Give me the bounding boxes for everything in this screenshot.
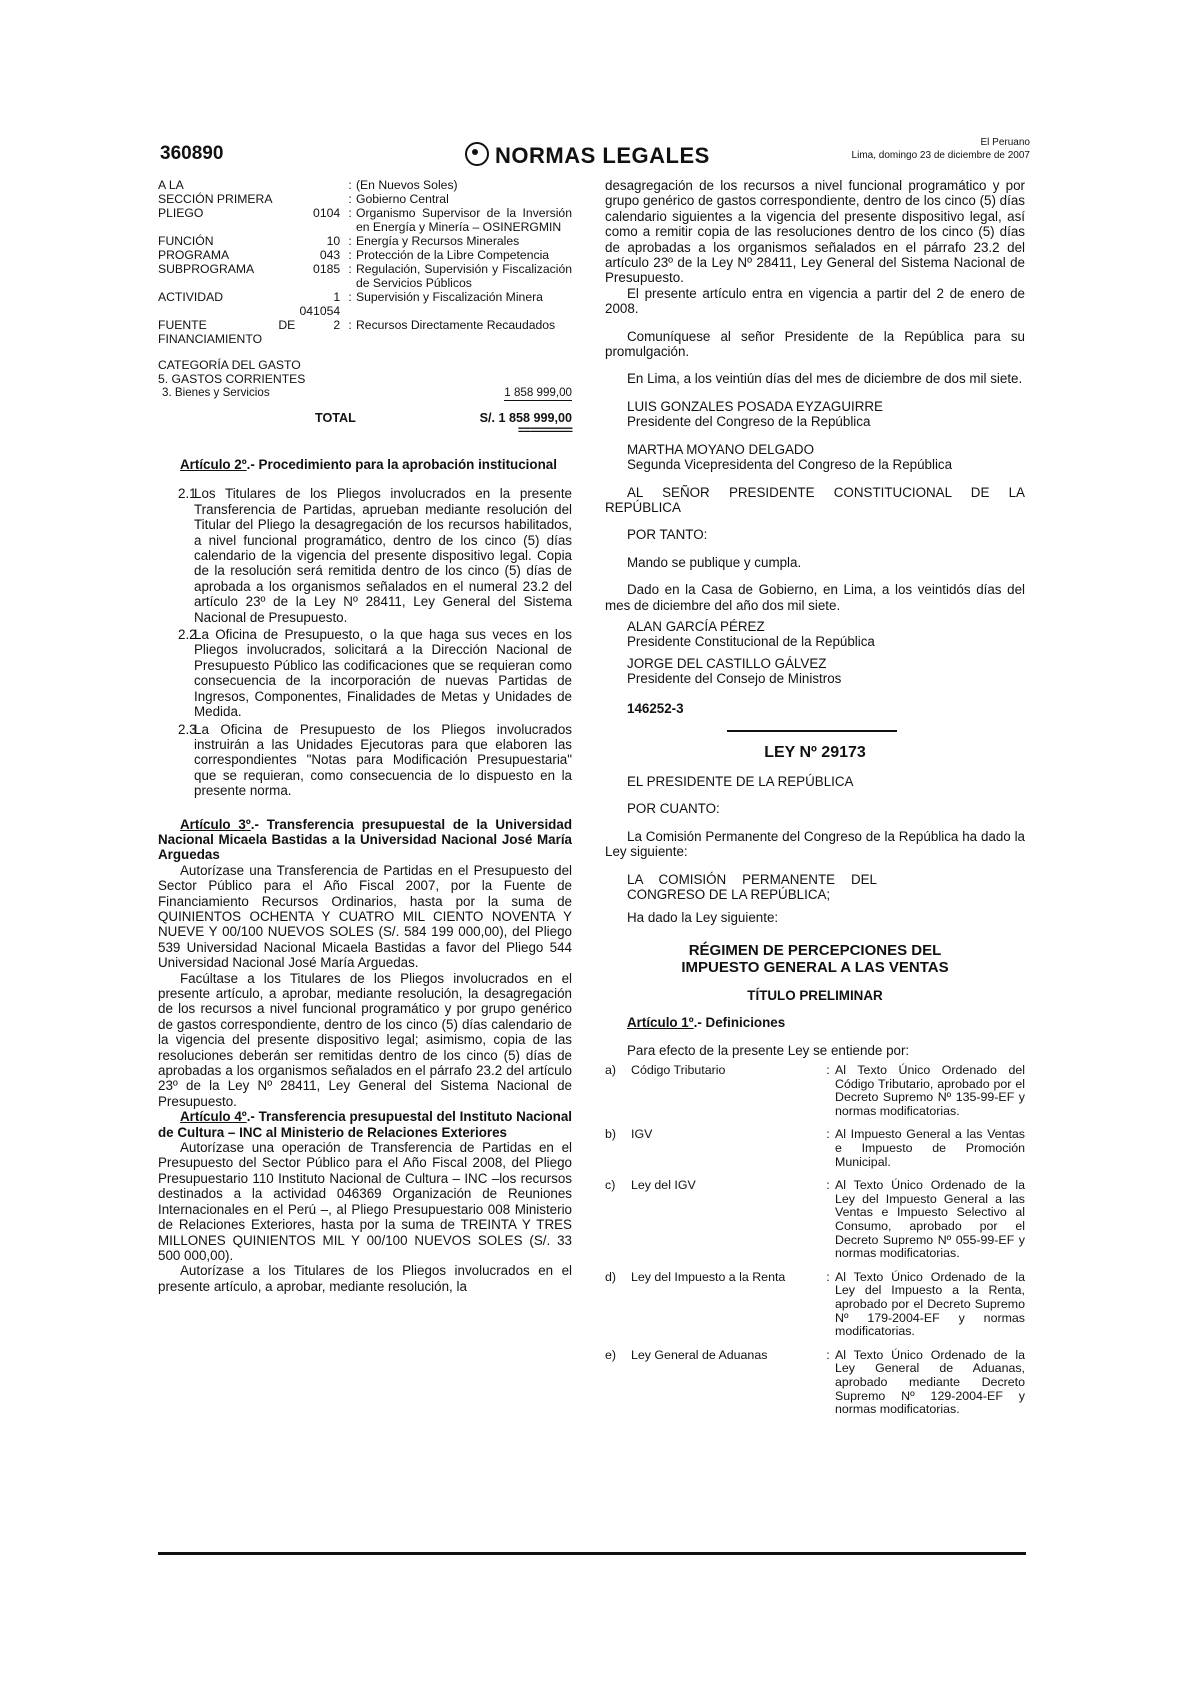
budget-sep: : [348,262,352,276]
definition-value: Al Texto Único Ordenado de la Ley del Impuesto General a las Ventas e Impuesto Selectivo al Consumo, aprobado por el Decreto Supremo Nº 055-99-EF y normas modificatorias. [835,1178,1025,1261]
por-tanto: POR TANTO: [627,527,708,543]
definition-letter: e) [605,1347,617,1362]
definition-letter: b) [605,1127,617,1142]
budget-sep: : [348,192,352,206]
budget-label: ACTIVIDAD [158,290,224,304]
definition-row [605,1064,1025,1128]
definitions-table [605,1064,1025,1427]
definition-term: Código Tributario [631,1063,726,1078]
art3-rest: .- Transferencia presupuestal de la Universidad Nacional Micaela Bastidas a la Universidad Nacional José María Arguedas [158,816,572,863]
gasto-category: CATEGORÍA DEL GASTO [158,358,301,372]
budget-sep: : [348,248,352,262]
left-column [158,178,572,1294]
reference-number: 146252-3 [627,700,684,716]
art3-title: Artículo 3º [180,816,251,832]
definition-value: Al Impuesto General a las Ventas e Impuesto de Promoción Municipal. [835,1127,1025,1169]
budget-label: FUENTE DE FINANCIAMIENTO [158,318,296,346]
budget-code: 1 041054 [299,290,341,318]
art4-paragraph-2: Autorízase a los Titulares de los Pliegos involucrados en el presente artículo, a aprobar, mediante resolución, la [158,1263,572,1294]
signer-4-name: JORGE DEL CASTILLO GÁLVEZ [627,655,827,671]
budget-table [158,178,572,346]
definition-row [605,1179,1025,1271]
page-number: 360890 [160,143,224,164]
dado-en: Dado en la Casa de Gobierno, en Lima, a los veintidós días del mes de diciembre del año dos mil siete. [605,582,1025,613]
budget-desc: Energía y Recursos Minerales [355,234,520,248]
definition-row [605,1349,1025,1427]
definition-value: Al Texto Único Ordenado de la Ley del Impuesto a la Renta, aprobado por el Decreto Supremo Nº 179-2004-EF y normas modificatorias. [835,1269,1025,1339]
en-lima: En Lima, a los veintiún días del mes de diciembre de dos mil siete. [627,371,1023,387]
art2-item-text: Los Titulares de los Pliegos involucrados en la presente Transferencia de Partidas, aprueban mediante resolución del Titular del Pliego la desagregación de los recursos habilitados, a nivel funcional programático, dentro de los cinco (5) días calendario de la vigencia del presente dispositivo legal. Copia de la resolución será remitida dentro de los cinco (5) días de aprobada a los organismos señalados en el numeral 23.2 del artículo 23º de la Ley Nº 28411, Ley General del Sistema Nacional de Presupuesto. [194,486,572,625]
definition-colon: : [826,1127,830,1142]
art4-paragraph-1: Autorízase una operación de Transferencia de Partidas en el Presupuesto del Sector Público para el Año Fiscal 2008, del Pliego Presupuestario 110 Instituto Nacional de Cultura – INC –los recursos destinados a la actividad 046369 Organización de Reuniones Internacionales en el Perú –, al Pliego Presupuestario 008 Ministerio de Relaciones Exteriores, hasta por la suma de TREINTA Y TRES MILLONES QUINIENTOS MIL Y 00/100 NUEVOS SOLES (S/. 33 500 000,00). [158,1140,572,1263]
gasto-row [158,386,572,401]
budget-desc: Protección de la Libre Competencia [355,248,550,262]
budget-desc: Organismo Supervisor de la Inversión en Energía y Minería – OSINERGMIN [355,206,572,234]
budget-label: A LA [158,178,184,192]
al-senor-presidente: AL SEÑOR PRESIDENTE CONSTITUCIONAL DE LA REPÚBLICA [605,484,1025,515]
definition-value: Al Texto Único Ordenado de la Ley General de Aduanas, aprobado mediante Decreto Supremo Nº 129-2004-EF y normas modificatorias. [835,1347,1025,1417]
art1-rest: .- Definiciones [693,1015,786,1031]
comision-caps: LA COMISIÓN PERMANENTE DEL CONGRESO DE LA REPÚBLICA; [627,871,877,902]
art2-item-number: 2.3 [178,721,197,737]
budget-desc: Gobierno Central [355,192,449,206]
total-label: TOTAL [315,411,356,425]
continued-paragraph: desagregación de los recursos a nivel funcional programático y por grupo genérico de gastos correspondiente, dentro de los cinco (5) días calendario siguientes a la vigencia del presente dispositivo legal, así como a remitir copia de las resoluciones dentro de los cinco (5) días de aprobadas a los organismos señalados en el párrafo 23.2 del artículo 23º de la Ley Nº 28411, Ley General del Sistema Nacional de Presupuesto. [605,178,1025,286]
budget-label: SECCIÓN PRIMERA [158,192,273,206]
art3-heading [158,817,572,863]
budget-code: 10 [326,234,341,248]
art3-paragraph-1: Autorízase una Transferencia de Partidas en el Presupuesto del Sector Público para el Año Fiscal 2007, por la Fuente de Financiamiento Recursos Ordinarios, hasta por la suma de QUINIENTOS OCHENTA Y CUATRO MIL CIENTO NOVENTA Y NUEVE Y 00/100 NUEVOS SOLES (S/. 584 199 000,00), del Pliego 539 Universidad Nacional Micaela Bastidas a favor del Pliego 544 Universidad Nacional José María Arguedas. [158,862,572,971]
signer-2-name: MARTHA MOYANO DELGADO [627,441,815,457]
gasto-item: 3. Bienes y Servicios [162,386,270,399]
budget-row [158,178,572,192]
el-presidente: EL PRESIDENTE DE LA REPÚBLICA [627,773,854,789]
por-cuanto: POR CUANTO: [627,801,720,817]
budget-code [295,178,344,192]
total-row [158,411,572,425]
budget-label: PROGRAMA [158,248,230,262]
definition-term: Ley del Impuesto a la Renta [631,1269,786,1284]
total-amount: S/. 1 858 999,00 [479,411,572,425]
vigencia-paragraph: El presente artículo entra en vigencia a partir del 2 de enero de 2008. [605,285,1025,317]
budget-sep: : [348,178,352,192]
signer-3-name: ALAN GARCÍA PÉREZ [627,618,765,634]
comuniquese: Comuníquese al señor Presidente de la República para su promulgación. [605,328,1025,360]
definition-colon: : [826,1269,830,1284]
budget-sep: : [348,234,352,248]
budget-row [158,206,572,234]
regimen-title: RÉGIMEN DE PERCEPCIONES DEL IMPUESTO GENERAL A LAS VENTAS [681,941,949,976]
budget-row [158,234,572,248]
definition-letter: c) [605,1178,616,1193]
art2-item [158,627,572,719]
signer-1-name: LUIS GONZALES POSADA EYZAGUIRRE [627,398,883,414]
art2-heading [158,457,572,472]
signer-1-role: Presidente del Congreso de la República [627,414,871,430]
definition-row [605,1128,1025,1179]
art1-title: Artículo 1º [627,1015,694,1031]
budget-row [158,318,572,346]
budget-sep: : [348,206,352,220]
budget-sep: : [348,318,352,332]
definition-colon: : [826,1063,830,1078]
definition-term: IGV [631,1127,653,1142]
budget-code: 043 [319,248,341,262]
header-meta [852,136,1030,162]
art2-item-number: 2.1 [178,486,197,502]
art2-item [158,486,572,625]
budget-label: PLIEGO [158,206,204,220]
budget-row [158,290,572,318]
art2-list [158,486,572,798]
definition-term: Ley del IGV [631,1178,696,1193]
budget-code [295,192,344,206]
titulo-preliminar: TÍTULO PRELIMINAR [747,987,883,1003]
mando: Mando se publique y cumpla. [627,554,802,570]
budget-label: FUNCIÓN [158,234,214,248]
ha-dado: Ha dado la Ley siguiente: [627,910,779,926]
art2-item-text: La Oficina de Presupuesto de los Pliegos involucrados instruirán a las Unidades Ejecutoras para que elaboren las correspondientes "Notas para Modificación Presupuestaria" que se requieran, como consecuencia de lo dispuesto en la presente norma. [194,721,572,799]
art2-item-number: 2.2 [178,627,197,643]
art4-heading [158,1109,572,1140]
gasto-sub: 5. GASTOS CORRIENTES [158,372,306,386]
definition-value: Al Texto Único Ordenado del Código Tributario, aprobado por el Decreto Supremo Nº 135-99-EF y normas modificatorias. [835,1063,1025,1118]
budget-row [158,262,572,290]
page-title-text: NORMAS LEGALES [495,143,710,168]
definition-term: Ley General de Aduanas [631,1347,768,1362]
definition-letter: a) [605,1063,617,1078]
art2-rest: .- Procedimiento para la aprobación institucional [246,457,557,472]
definition-row [605,1271,1025,1349]
signer-2-role: Segunda Vicepresidenta del Congreso de la República [627,457,953,473]
gasto-amount: 1 858 999,00 [504,386,572,399]
budget-desc: Regulación, Supervisión y Fiscalización de Servicios Públicos [355,262,572,290]
art2-item-text: La Oficina de Presupuesto, o la que haga sus veces en los Pliegos involucrados, solicitará a la Dirección Nacional de Presupuesto Público las codificaciones que se requieran como consecuencia de la incorporación de nuevas Partidas de Ingresos, Componentes, Finalidades de Metas y Unidades de Medida. [194,627,572,720]
art2-item [158,722,572,799]
art4-rest: .- Transferencia presupuestal del Instituto Nacional de Cultura – INC al Ministerio de Relaciones Exteriores [158,1109,572,1140]
art2-title: Artículo 2º [180,457,247,472]
budget-sep: : [348,290,352,304]
art1-heading [627,1015,1025,1030]
coat-of-arms-icon [465,142,489,166]
budget-label: SUBPROGRAMA [158,262,255,276]
budget-code: 2 [333,318,341,332]
issue-date: Lima, domingo 23 de diciembre de 2007 [851,150,1030,161]
budget-desc: (En Nuevos Soles) [355,178,458,192]
signer-3-role: Presidente Constitucional de la República [627,634,875,650]
definition-colon: : [826,1347,830,1362]
definition-letter: d) [605,1269,617,1284]
budget-desc: Supervisión y Fiscalización Minera [355,290,543,304]
page-title [465,142,710,169]
para-efecto: Para efecto de la presente Ley se entiende por: [627,1042,910,1058]
definition-colon: : [826,1178,830,1193]
publisher: El Peruano [980,137,1030,148]
signer-4-role: Presidente del Consejo de Ministros [627,671,842,687]
budget-row [158,192,572,206]
budget-row [158,248,572,262]
art4-title: Artículo 4º [180,1109,247,1125]
budget-code: 0185 [313,262,341,276]
ley-title: LEY Nº 29173 [764,743,866,761]
footer-rule [158,1552,1026,1555]
art3-paragraph-2: Facúltase a los Titulares de los Pliegos involucrados en el presente artículo, a aprobar, mediante resolución, la desagregación de los recursos a nivel funcional programático y por grupo genérico de gastos correspondiente, dentro de los cinco (5) días calendario de la vigencia del presente dispositivo legal; asimismo, copia de las resoluciones deberán ser remitidas dentro de los cinco (5) días de aprobadas a los organismos señalados en el párrafo 23.2 del artículo 23º de la Ley Nº 28411, Ley General del Sistema Nacional de Presupuesto. [158,970,572,1109]
comision-paragraph: La Comisión Permanente del Congreso de la República ha dado la Ley siguiente: [605,828,1025,860]
budget-desc: Recursos Directamente Recaudados [355,318,556,332]
total-rule: ========= [517,423,572,437]
budget-code: 0104 [313,206,341,220]
right-column [605,178,1025,1427]
